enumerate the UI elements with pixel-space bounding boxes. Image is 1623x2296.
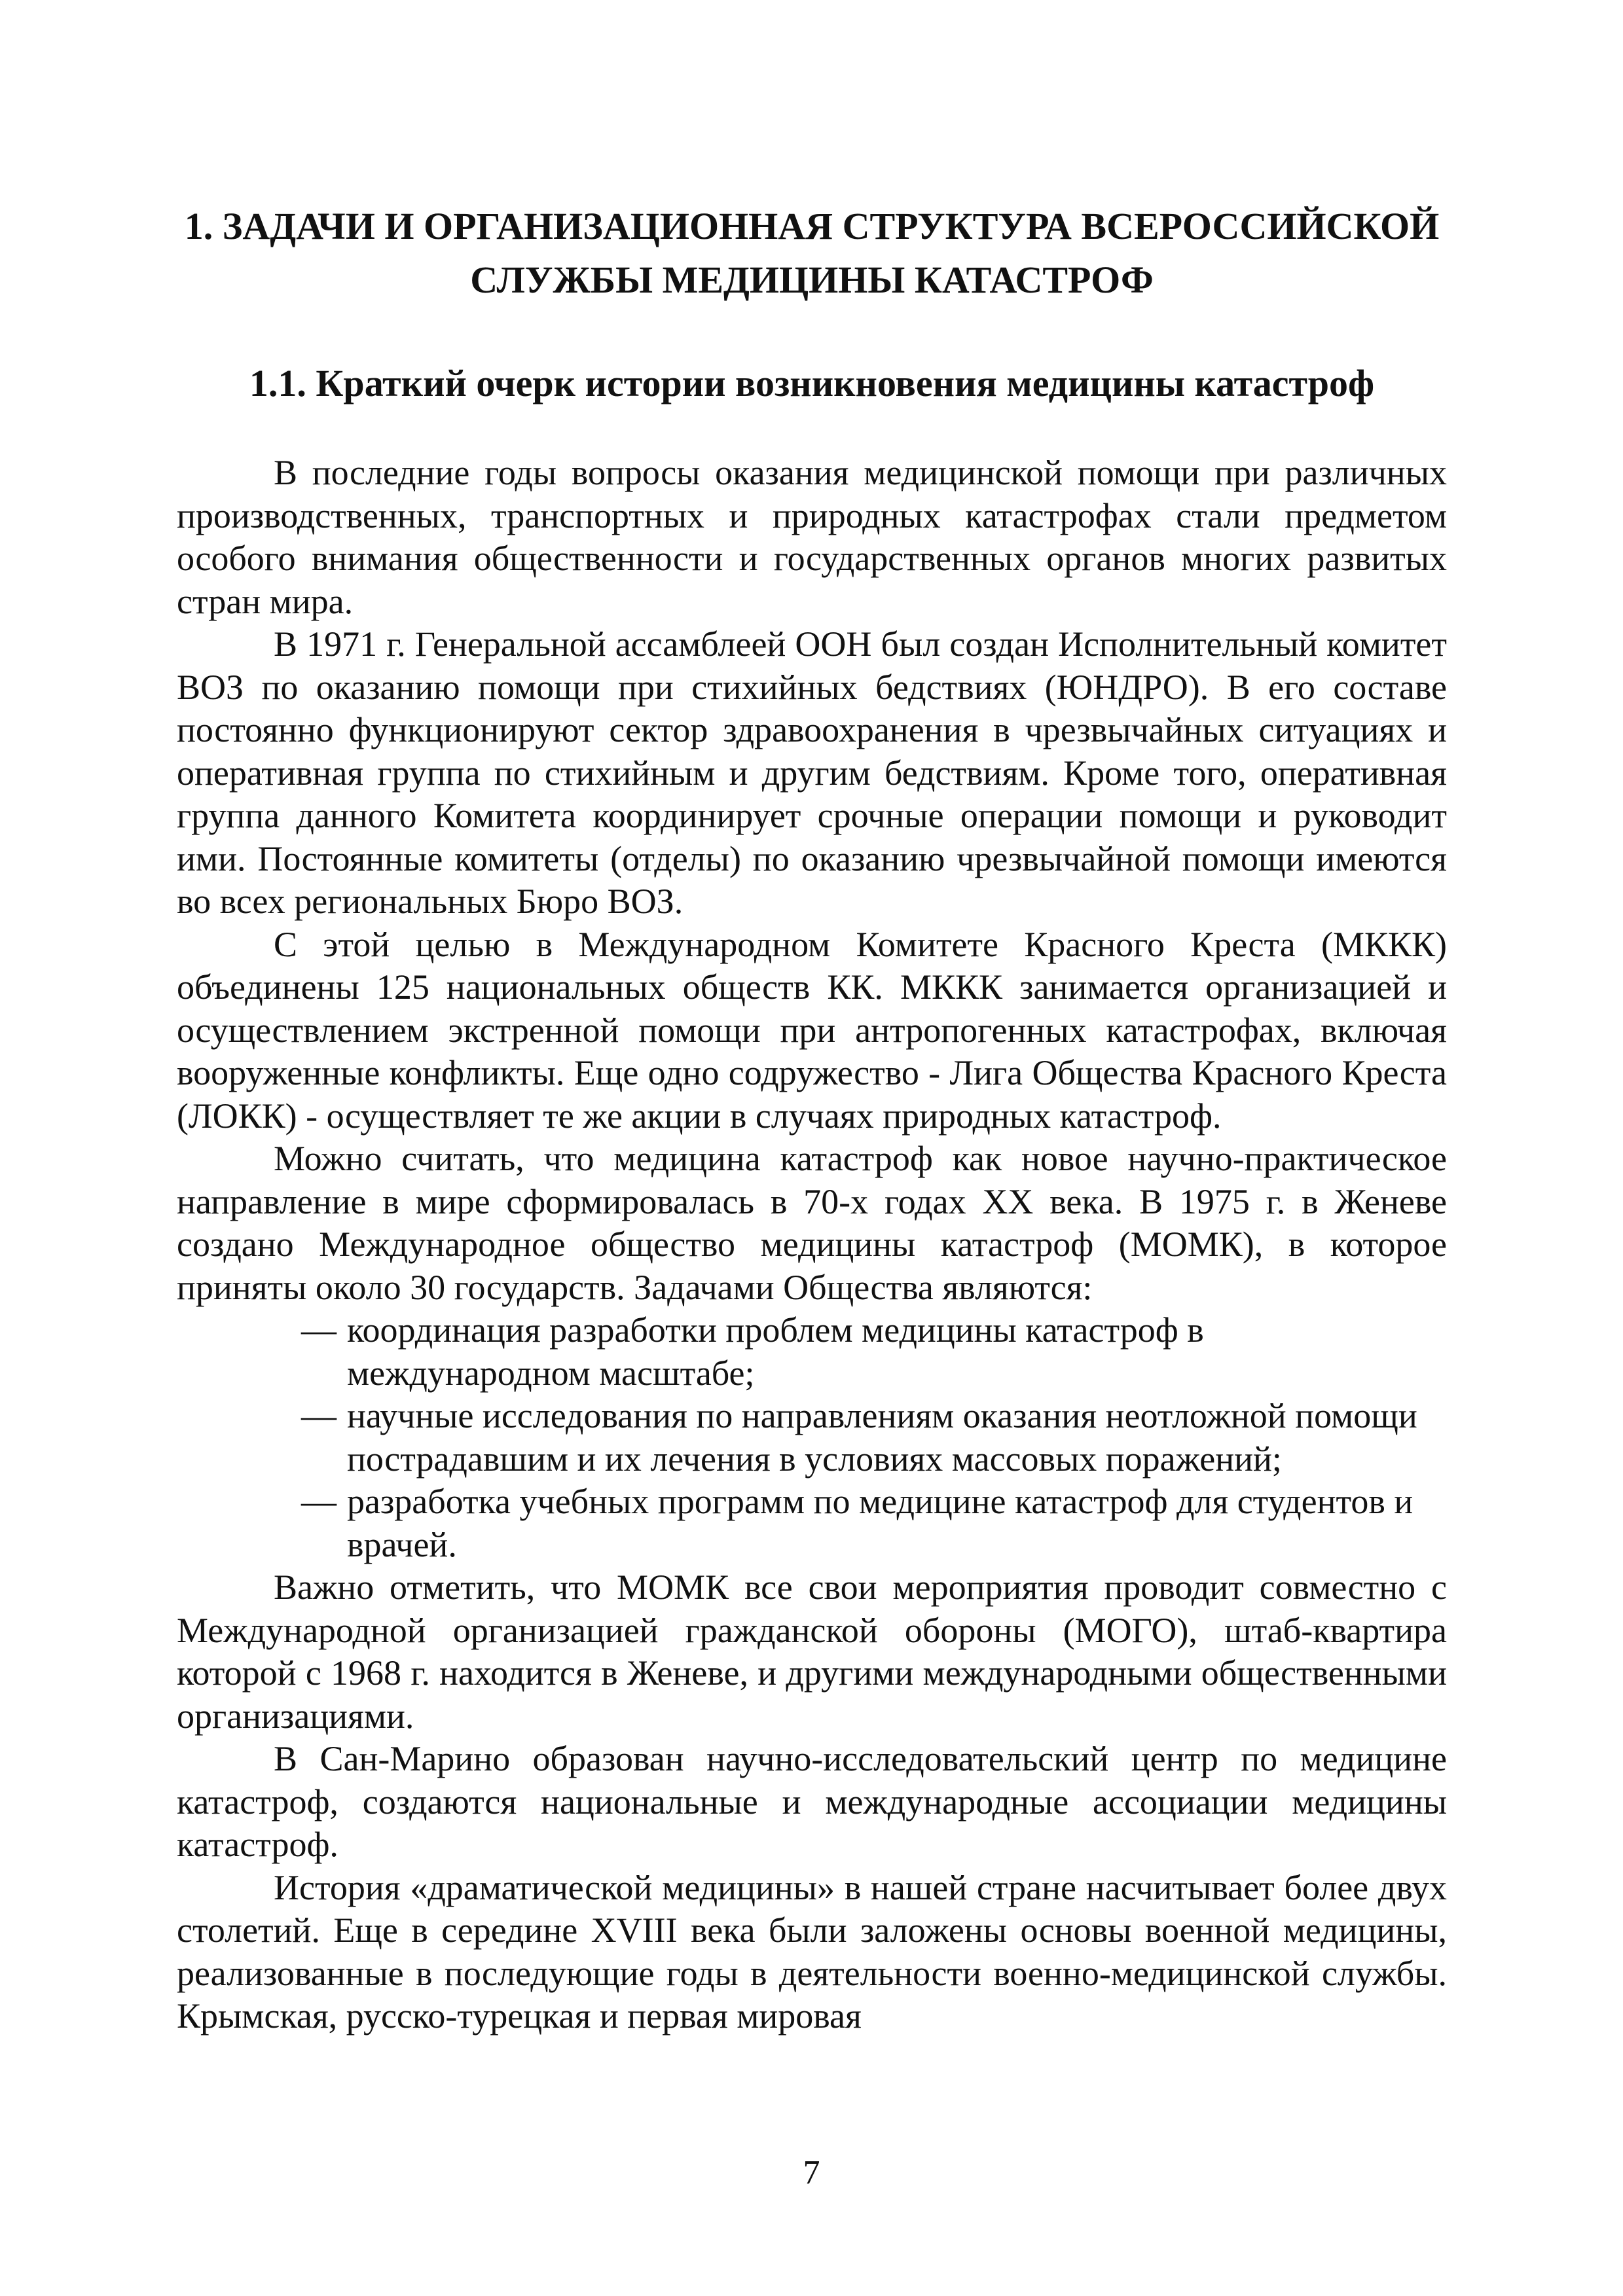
paragraph: В Сан-Марино образован научно-исследовательский центр по медицине катастроф, создаются национальные и международные ассоциации медицины катастроф. [177,1739,1447,1864]
tasks-list [177,1309,1447,1566]
list-dash: — [301,1396,337,1435]
paragraph: История «драматической медицины» в нашей стране насчитывает более двух столетий. Еще в середине XVIII века были заложены основы военной медицины, реализованные в последующие годы в деятельности военно-медицинской службы. Крымская, русско-турецкая и первая мировая [177,1867,1447,2036]
paragraph: В последние годы вопросы оказания медицинской помощи при различных производственных, транспортных и природных катастрофах стали предметом особого внимания общественности и государственных органов многих развитых стран мира. [177,453,1447,621]
chapter-title-line-2: СЛУЖБЫ МЕДИЦИНЫ КАТАСТРОФ [470,259,1154,301]
list-item [301,1395,1447,1480]
list-item-text: разработка учебных программ по медицине катастроф для студентов и врачей. [347,1482,1413,1564]
list-item-text: координация разработки проблем медицины катастроф в международном масштабе; [347,1310,1204,1393]
paragraph: В 1971 г. Генеральной ассамблеей ООН был создан Исполнительный комитет ВОЗ по оказанию помощи при стихийных бедствиях (ЮНДРО). В его составе постоянно функционируют сектор здравоохранения в чрезвычайных ситуациях и оперативная группа по стихийным и другим бедствиям. Кроме того, оперативная группа данного Комитета координирует срочные операции помощи и руководит ими. Постоянные комитеты (отделы) по оказанию чрезвычайной помощи имеются во всех региональных Бюро ВОЗ. [177,624,1447,921]
paragraph: Можно считать, что медицина катастроф как новое научно-практическое направление в мире сформировалась в 70-х годах XX века. В 1975 г. в Женеве создано Международное общество медицины катастроф (МОМК), в которое приняты около 30 государств. Задачами Общества являются: [177,1139,1447,1307]
list-item-text: научные исследования по направлениям оказания неотложной помощи пострадавшим и их лечения в условиях массовых поражений; [347,1396,1417,1479]
chapter-title [177,200,1447,307]
list-dash: — [301,1482,337,1521]
list-item [301,1309,1447,1395]
list-item [301,1480,1447,1566]
paragraph: Важно отметить, что МОМК все свои мероприятия проводит совместно с Международной организацией гражданской обороны (МОГО), штаб-квартира которой с 1968 г. находится в Женеве, и другими международными общественными организациями. [177,1568,1447,1736]
chapter-title-line-1: 1. ЗАДАЧИ И ОРГАНИЗАЦИОННАЯ СТРУКТУРА ВСЕРОССИЙСКОЙ [184,205,1440,247]
section-title: 1.1. Краткий очерк истории возникновения медицины катастроф [249,362,1375,404]
body-text [177,452,1447,2038]
paragraph: С этой целью в Международном Комитете Красного Креста (МККК) объединены 125 национальных обществ КК. МККК занимается организацией и осуществлением экстренной помощи при антропогенных катастрофах, включая вооруженные конфликты. Еще одно содружество - Лига Общества Красного Креста (ЛОКК) - осуществляет те же акции в случаях природных катастроф. [177,924,1447,1136]
list-dash: — [301,1310,337,1350]
page-number: 7 [803,2154,820,2191]
